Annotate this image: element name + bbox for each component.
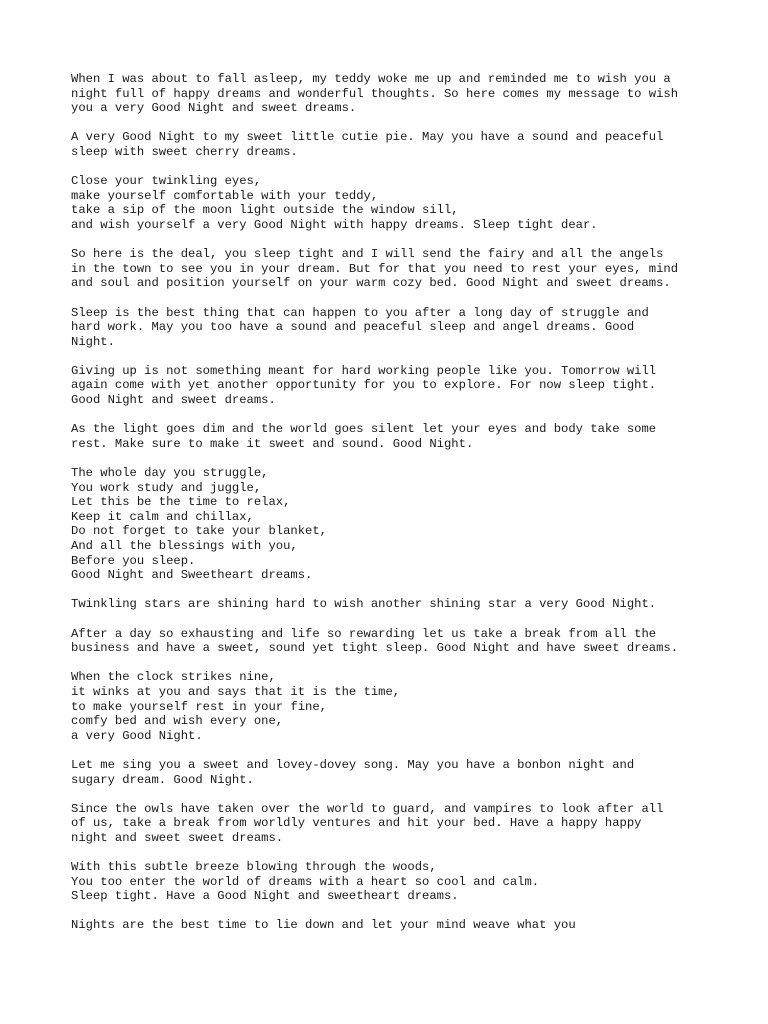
text-line: night full of happy dreams and wonderful thoughts. So here comes my message to wish (71, 86, 679, 101)
text-line: So here is the deal, you sleep tight and I will send the fairy and all the angels (71, 247, 664, 262)
text-line: With this subtle breeze blowing through the woods, (71, 860, 437, 875)
paragraph (71, 918, 731, 933)
paragraph (71, 860, 731, 904)
text-line: make yourself comfortable with your teddy, (71, 188, 379, 203)
text-line: Twinkling stars are shining hard to wish another shining star a very Good Night. (71, 597, 657, 612)
text-line: You too enter the world of dreams with a heart so cool and calm. (71, 874, 540, 889)
paragraph (71, 364, 731, 408)
paragraph (71, 758, 731, 787)
text-line: Do not forget to take your blanket, (71, 524, 327, 539)
text-line: Let me sing you a sweet and lovey-dovey song. May you have a bonbon night and (71, 757, 635, 772)
paragraph (71, 174, 731, 232)
paragraph (71, 130, 731, 159)
text-line: Good Night and sweet dreams. (71, 393, 276, 408)
text-line: in the town to see you in your dream. But for that you need to rest your eyes, mind (71, 261, 679, 276)
text-line: take a sip of the moon light outside the window sill, (71, 203, 459, 218)
text-line: sugary dream. Good Night. (71, 772, 254, 787)
text-line: and soul and position yourself on your warm cozy bed. Good Night and sweet dreams. (71, 276, 671, 291)
text-line: of us, take a break from worldly ventures and hit your bed. Have a happy happy (71, 816, 642, 831)
text-line: Before you sleep. (71, 553, 196, 568)
text-line: The whole day you struggle, (71, 466, 269, 481)
text-line: And all the blessings with you, (71, 539, 298, 553)
paragraph (71, 72, 731, 116)
text-line: business and have a sweet, sound yet tight sleep. Good Night and have sweet dreams. (71, 641, 679, 656)
text-line: Sleep is the best thing that can happen to you after a long day of struggle and (71, 305, 649, 320)
text-line: A very Good Night to my sweet little cutie pie. May you have a sound and peaceful (71, 130, 664, 145)
paragraph (71, 247, 731, 291)
text-line: night and sweet sweet dreams. (71, 830, 284, 845)
document-page (71, 72, 731, 948)
text-line: As the light goes dim and the world goes silent let your eyes and body take some (71, 422, 657, 437)
text-line: to make yourself rest in your fine, (71, 699, 327, 714)
text-line: Since the owls have taken over the world to guard, and vampires to look after all (71, 801, 664, 816)
paragraph (71, 466, 731, 583)
text-line: You work study and juggle, (71, 480, 262, 495)
text-line: and wish yourself a very Good Night with happy dreams. Sleep tight dear. (71, 217, 598, 232)
text-line: After a day so exhausting and life so rewarding let us take a break from all the (71, 626, 657, 641)
text-line: you a very Good Night and sweet dreams. (71, 101, 357, 116)
text-line: sleep with sweet cherry dreams. (71, 144, 298, 159)
text-line: Nights are the best time to lie down and let your mind weave what you (71, 918, 576, 933)
text-line: comfy bed and wish every one, (71, 714, 284, 729)
text-line: a very Good Night. (71, 728, 203, 743)
text-line: again come with yet another opportunity for you to explore. For now sleep tight. (71, 378, 657, 393)
paragraph (71, 670, 731, 743)
paragraph (71, 802, 731, 846)
text-line: Let this be the time to relax, (71, 495, 291, 510)
paragraph (71, 597, 731, 612)
text-line: Sleep tight. Have a Good Night and sweetheart dreams. (71, 889, 459, 904)
text-line: rest. Make sure to make it sweet and sound. Good Night. (71, 436, 474, 451)
paragraph (71, 306, 731, 350)
text-line: it winks at you and says that it is the time, (71, 684, 401, 699)
paragraph (71, 627, 731, 656)
paragraph (71, 422, 731, 451)
text-line: Night. (71, 334, 115, 349)
text-line: Keep it calm and chillax, (71, 509, 254, 524)
text-line: hard work. May you too have a sound and peaceful sleep and angel dreams. Good (71, 320, 635, 335)
text-line: Giving up is not something meant for hard working people like you. Tomorrow will (71, 363, 657, 378)
text-line: Close your twinkling eyes, (71, 174, 262, 189)
text-line: Good Night and Sweetheart dreams. (71, 568, 313, 583)
text-line: When I was about to fall asleep, my teddy woke me up and reminded me to wish you a (71, 72, 671, 86)
text-line: When the clock strikes nine, (71, 670, 276, 685)
